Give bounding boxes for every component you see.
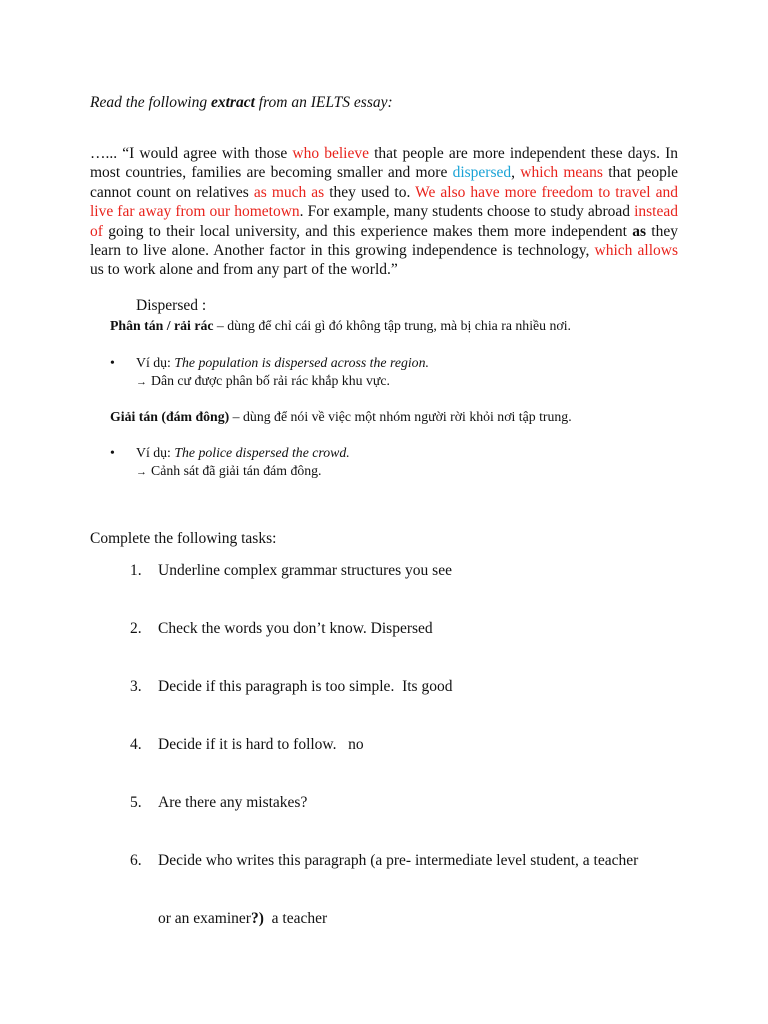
task-item-2	[130, 620, 433, 638]
extract-text: …... “I would agree with those	[90, 145, 293, 162]
translation-line	[136, 372, 429, 391]
task-text: Underline complex grammar structures you see	[158, 562, 452, 579]
definition-term: Giải tán (đám đông)	[110, 409, 230, 424]
bullet-icon: •	[110, 445, 115, 460]
tasks-heading: Complete the following tasks:	[90, 530, 277, 547]
task-text: Are there any mistakes?	[158, 794, 308, 811]
continuation-text: or an examiner	[158, 910, 251, 927]
highlight-red: instead of	[90, 203, 678, 240]
task-item-4	[130, 736, 364, 754]
task-text: Decide if this paragraph is too simple. Its good	[158, 678, 453, 695]
task-item-5	[130, 794, 307, 812]
task-text: Decide who writes this paragraph (a pre- intermediate level student, a teacher	[158, 852, 639, 869]
highlight-red: as much as	[253, 183, 325, 201]
definition-meaning: – dùng để nói về việc một nhóm người rời khỏi nơi tập trung.	[229, 409, 572, 424]
task-text: Check the words you don’t know. Dispersed	[158, 620, 433, 637]
extract-text: they used to.	[324, 183, 416, 201]
extract-text: us to work alone and from any part of the world.”	[90, 261, 398, 279]
definition-1	[110, 318, 571, 334]
example-block	[136, 444, 350, 481]
intro-line	[90, 94, 393, 112]
task-number: 4.	[130, 736, 142, 753]
highlight-blue: dispersed	[452, 164, 512, 182]
translation-text: Dân cư được phân bố rải rác khắp khu vực.	[151, 373, 390, 388]
example-label: Ví dụ:	[136, 355, 175, 370]
intro-suffix: from an IELTS essay:	[254, 94, 393, 111]
bullet-icon: •	[110, 355, 115, 370]
arrow-right-icon: →	[136, 376, 147, 388]
example-sentence: The population is dispersed across the region.	[174, 355, 429, 370]
intro-prefix: Read the following	[90, 94, 211, 111]
translation-line	[136, 462, 350, 481]
task-number: 5.	[130, 794, 142, 811]
task-text: Decide if it is hard to follow. no	[158, 736, 364, 753]
task-number: 6.	[130, 852, 142, 869]
highlight-red: who believe	[292, 145, 369, 162]
essay-extract	[90, 144, 678, 280]
highlight-red: We also have more freedom to travel and live far away from our hometown	[90, 183, 678, 221]
extract-text: going to their local university, and this experience makes them more independent	[102, 222, 633, 240]
definition-term: Phân tán / rải rác	[110, 318, 214, 333]
translation-text: Cảnh sát đã giải tán đám đông.	[151, 463, 322, 478]
extract-text: that people cannot count on relatives	[90, 164, 679, 201]
task-item-1	[130, 562, 452, 580]
example-line	[136, 444, 350, 462]
intro-bold-extract: extract	[210, 94, 255, 111]
task-item-6	[130, 852, 638, 870]
example-block	[136, 354, 429, 391]
bold-as: as	[632, 222, 647, 240]
task-item-3	[130, 678, 452, 696]
arrow-right-icon: →	[136, 466, 147, 478]
definition-2	[110, 409, 572, 425]
task-number: 1.	[130, 562, 142, 579]
extract-text: . For example, many students choose to study abroad	[299, 203, 635, 221]
task-number: 3.	[130, 678, 142, 695]
highlight-red: which allows	[594, 242, 678, 260]
extract-text: that people are more independent these days. In most countries, families are becoming smaller and more	[90, 145, 679, 182]
highlight-red: which means	[520, 164, 603, 182]
task-6-continuation	[158, 910, 327, 928]
extract-text: ,	[511, 164, 521, 182]
task-number: 2.	[130, 620, 142, 637]
task-6-answer: a teacher	[263, 910, 328, 927]
definition-meaning: – dùng để chỉ cái gì đó không tập trung, mà bị chia ra nhiều nơi.	[213, 318, 571, 333]
dispersed-heading: Dispersed :	[136, 297, 207, 314]
extract-text: they learn to live alone. Another factor in this growing independence is technology,	[90, 222, 678, 260]
example-label: Ví dụ:	[136, 445, 175, 460]
example-line	[136, 354, 429, 372]
continuation-bold: ?)	[250, 910, 264, 927]
example-sentence: The police dispersed the crowd.	[174, 445, 350, 460]
